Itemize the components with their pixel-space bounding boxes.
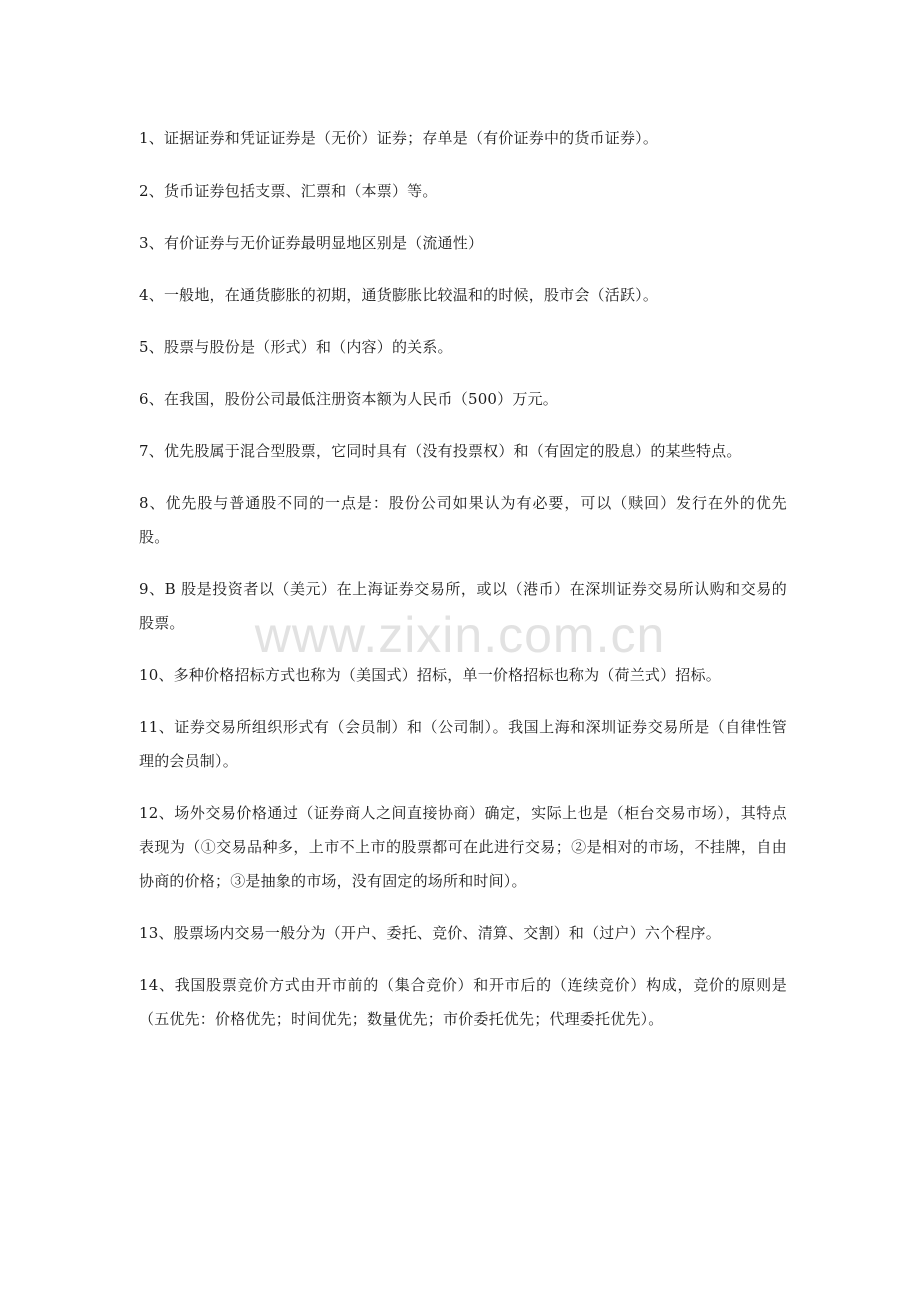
list-item-7: 7、优先股属于混合型股票，它同时具有（没有投票权）和（有固定的股息）的某些特点。 bbox=[139, 442, 742, 460]
list-item-8: 8、优先股与普通股不同的一点是：股份公司如果认为有必要，可以（赎回）发行在外的优先股。 bbox=[139, 494, 787, 546]
watermark: www.zixin.com.cn bbox=[254, 607, 666, 663]
list-item-6: 6、在我国，股份公司最低注册资本额为人民币（500）万元。 bbox=[139, 390, 558, 408]
list-item-4: 4、一般地，在通货膨胀的初期，通货膨胀比较温和的时候，股市会（活跃）。 bbox=[139, 286, 659, 304]
list-item-13: 13、股票场内交易一般分为（开户、委托、竞价、清算、交割）和（过户）六个程序。 bbox=[139, 924, 721, 942]
list-item-10: 10、多种价格招标方式也称为（美国式）招标，单一价格招标也称为（荷兰式）招标。 bbox=[139, 666, 721, 684]
list-item-14: 14、我国股票竞价方式由开市前的（集合竞价）和开市后的（连续竞价）构成，竞价的原则是（五优先：价格优先；时间优先；数量优先；市价委托优先；代理委托优先）。 bbox=[139, 976, 787, 1028]
list-item-12: 12、场外交易价格通过（证券商人之间直接协商）确定，实际上也是（柜台交易市场），其特点表现为（①交易品种多，上市不上市的股票都可在此进行交易；②是相对的市场，不挂牌，自由协商的价格；③是抽象的市场，没有固定的场所和时间）。 bbox=[139, 804, 787, 890]
list-item-11: 11、证券交易所组织形式有（会员制）和（公司制）。我国上海和深圳证券交易所是（自律性管理的会员制）。 bbox=[139, 718, 787, 770]
list-item-1: 1、证据证券和凭证证券是（无价）证券；存单是（有价证券中的货币证券）。 bbox=[139, 129, 659, 147]
list-item-5: 5、股票与股份是（形式）和（内容）的关系。 bbox=[139, 338, 453, 356]
list-item-2: 2、货币证券包括支票、汇票和（本票）等。 bbox=[139, 182, 438, 200]
list-item-9: 9、B 股是投资者以（美元）在上海证券交易所，或以（港币）在深圳证券交易所认购和交易的股票。 bbox=[139, 580, 787, 632]
list-item-3: 3、有价证券与无价证券最明显地区别是（流通性） bbox=[139, 234, 484, 252]
document-body bbox=[139, 121, 787, 1054]
